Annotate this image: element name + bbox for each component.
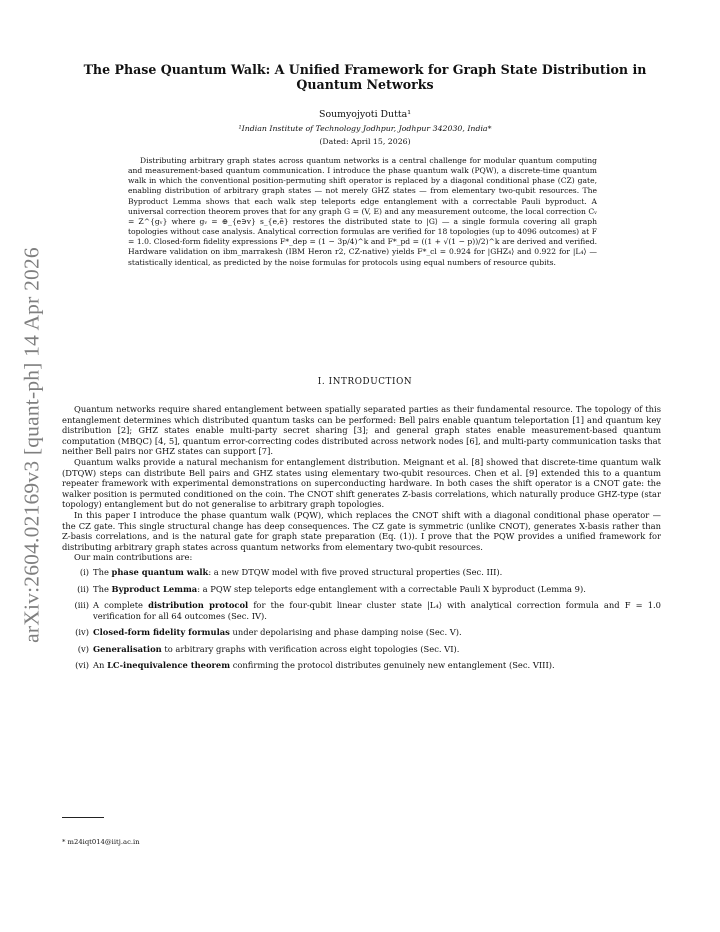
paragraph: Our main contributions are: bbox=[74, 552, 193, 563]
list-item: (v) Generalisation to arbitrary graphs with verification across eight topologies (Sec. VI). bbox=[62, 644, 661, 655]
paragraph: Quantum networks require shared entanglement between spatially separated parties as their fundamental resource. The topology of this entanglement determines which distributed quantum tasks can be performed: Bell pairs enable quantum teleportation [1] and quantum key distribution [2]; GHZ states enable multi-party secret sharing [3]; and general graph states enable measurement-based quantum computation (MBQC) [4, 5], quantum error-correcting codes distributed across network nodes [6], and multi-party communication tasks that neither Bell pairs nor GHZ states can support [7]. bbox=[62, 404, 661, 457]
list-item-bold: Byproduct Lemma bbox=[111, 583, 198, 594]
list-item: (ii) The Byproduct Lemma: a PQW step teleports edge entanglement with a correctable Pauli X byproduct (Lemma 9). bbox=[62, 584, 661, 595]
paragraph: In this paper I introduce the phase quantum walk (PQW), which replaces the CNOT shift with a diagonal conditional phase operator — the CZ gate. This single structural change has deep consequences. The CZ gate is symmetric (unlike CNOT), generates X-basis rather than Z-basis correlations, and is the natural gate for graph state preparation (Eq. (1)). I prove that the PQW provides a unified framework for distributing arbitrary graph states across quantum networks from elementary two-qubit resources. bbox=[62, 509, 661, 552]
body-text bbox=[62, 404, 661, 677]
footnote: * m24iqt014@iitj.ac.in bbox=[62, 838, 140, 846]
list-number: (ii) bbox=[77, 583, 89, 594]
list-item: (iii) A complete distribution protocol for the four-qubit linear cluster state |L₄⟩ with analytical correction formula and F = 1.0 verification for all 64 outcomes (Sec. IV). bbox=[62, 600, 661, 621]
list-number: (i) bbox=[79, 566, 89, 577]
section-heading: I. INTRODUCTION bbox=[317, 377, 413, 387]
footnote-rule bbox=[62, 817, 104, 818]
arxiv-side-stamp bbox=[12, 247, 52, 643]
list-item-bold: distribution protocol bbox=[148, 600, 249, 611]
list-item-bold: Closed-form fidelity formulas bbox=[93, 627, 230, 638]
list-item: (vi) An LC-inequivalence theorem confirming the protocol distributes genuinely new entanglement (Sec. VIII). bbox=[62, 660, 661, 671]
list-number: (iii) bbox=[74, 600, 89, 611]
paragraph: Quantum walks provide a natural mechanism for entanglement distribution. Meignant et al. [8] showed that discrete-time quantum walk (DTQW) steps can distribute Bell pairs and GHZ states using elementary two-qubit resources. Chen et al. [9] extended this to a quantum repeater framework with experimental demonstrations on superconducting hardware. In both cases the shift operator is a CNOT gate: the walker position is permuted conditioned on the coin. The CNOT shift generates Z-basis correlations, which naturally produce GHZ-type (star topology) entanglement but do not generalise to arbitrary graph topologies. bbox=[62, 456, 661, 510]
arxiv-identifier: arXiv:2604.02169v3 [quant-ph] 14 Apr 2026 bbox=[19, 247, 44, 643]
list-item: (iv) Closed-form fidelity formulas under depolarising and phase damping noise (Sec. V). bbox=[62, 627, 661, 638]
list-item: (i) The phase quantum walk: a new DTQW model with five proved structural properties (Sec. III). bbox=[62, 567, 661, 578]
contributions-list bbox=[62, 567, 661, 671]
author-name: Soumyojyoti Dutta¹ bbox=[319, 109, 411, 120]
author-affiliation: ¹Indian Institute of Technology Jodhpur, Jodhpur 342030, India* bbox=[238, 124, 492, 133]
list-number: (iv) bbox=[75, 627, 89, 638]
list-item-bold: phase quantum walk bbox=[111, 566, 209, 577]
list-number: (vi) bbox=[75, 660, 89, 671]
list-item-bold: Generalisation bbox=[93, 643, 162, 654]
list-number: (v) bbox=[77, 643, 89, 654]
paper-title: The Phase Quantum Walk: A Unified Framework for Graph State Distribution in Quantum Networks bbox=[83, 62, 647, 92]
abstract: Distributing arbitrary graph states across quantum networks is a central challenge for modular quantum computing and measurement-based quantum communication. I introduce the phase quantum walk (PQW), a discrete-time quantum walk in which the conventional position-permuting shift operator is replaced by a diagonal conditional phase (CZ) gate, enabling distribution of arbitrary graph states — not merely GHZ states — from elementary two-qubit resources. The Byproduct Lemma shows that each walk step teleports edge entanglement with a correctable Pauli byproduct. A universal correction theorem proves that for any graph G = (V, E) and any measurement outcome, the local correction Cᵥ = Z^{gᵥ} where gᵥ = ⊕_{e∋v} s_{e,ē} restores the distributed state to |G⟩ — a single formula covering all graph topologies without case analysis. Analytical correction formulas are verified for 18 topologies (up to 4096 outcomes) at F = 1.0. Closed-form fidelity expressions F*_dep = (1 − 3p/4)^k and F*_pd = ((1 + √(1 − p))/2)^k are derived and verified. Hardware validation on ibm_marrakesh (IBM Heron r2, CZ-native) yields F*_cl = 0.924 for |GHZ₄⟩ and 0.922 for |L₄⟩ — statistically identical, as predicted by the noise formulas for protocols using equal numbers of resource qubits. bbox=[128, 156, 597, 267]
date-line: (Dated: April 15, 2026) bbox=[319, 137, 411, 146]
list-item-bold: LC-inequivalence theorem bbox=[107, 660, 231, 671]
